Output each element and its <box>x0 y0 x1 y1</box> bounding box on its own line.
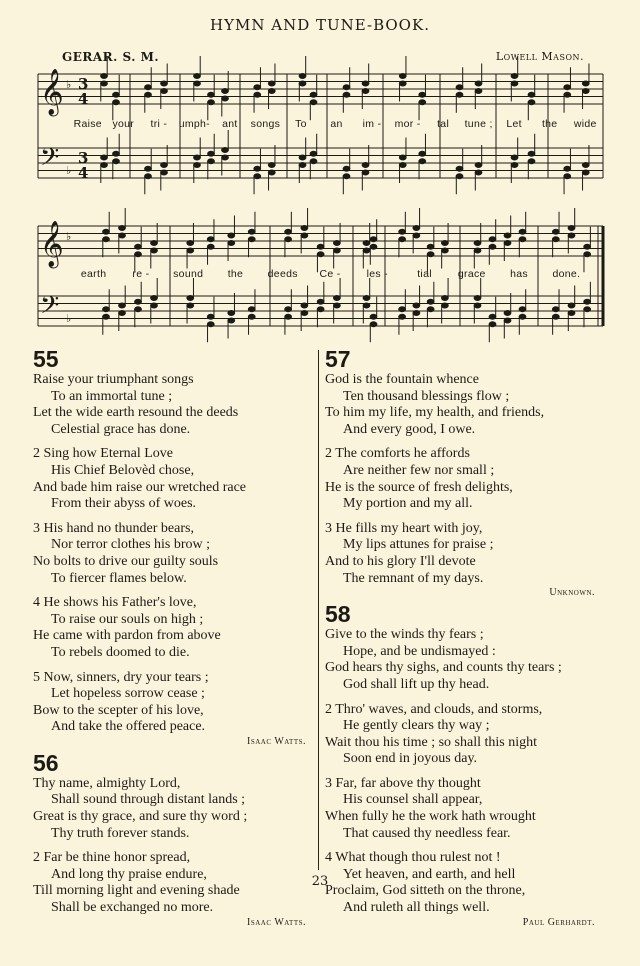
svg-text:4: 4 <box>78 90 89 108</box>
running-header: HYMN AND TUNE-BOOK. <box>210 16 430 34</box>
svg-text:♭: ♭ <box>66 230 72 243</box>
verse-line: And to his glory I'll devote <box>325 553 476 569</box>
verse-line: To an immortal tune ; <box>51 388 173 404</box>
verse-line: Great is thy grace, and sure thy word ; <box>33 809 248 825</box>
verse-line: And bade him raise our wretched race <box>33 479 247 495</box>
hymn-57-verse-1 <box>325 372 607 438</box>
verse-line: He is the source of fresh delights, <box>325 479 513 495</box>
verse-line: 3 He fills my heart with joy, <box>325 520 483 536</box>
lyric-syllable: To <box>295 118 307 130</box>
author-attribution: Paul Gerhardt. <box>522 916 595 928</box>
lyric-syllable: done. <box>552 268 581 280</box>
lyric-syllable: songs <box>250 118 281 130</box>
verse-line: 4 He shows his Father's love, <box>33 595 197 611</box>
svg-text:♭: ♭ <box>66 164 72 177</box>
verse-line: Thy truth forever stands. <box>51 825 190 841</box>
lyric-syllable: tial <box>417 268 432 280</box>
verse-line: Ten thousand blessings flow ; <box>343 388 510 404</box>
tune-name: GERAR. S. M. <box>62 50 160 64</box>
composer: Lowell Mason. <box>495 50 584 63</box>
verse-line: Proclaim, God sitteth on the throne, <box>325 883 526 899</box>
lyric-syllable: Raise <box>73 118 102 130</box>
verse-line: He came with pardon from above <box>33 628 221 644</box>
lyric-syllable: les - <box>366 268 388 280</box>
verse-line: Hope, and be undismayed : <box>343 643 496 659</box>
hymn-number: 58 <box>325 601 351 628</box>
verse-line: And take the offered peace. <box>51 719 206 735</box>
lyric-syllable: sound <box>173 268 204 280</box>
lyric-syllable: Ce - <box>319 268 341 280</box>
hymn-number: 57 <box>325 346 351 372</box>
verse-line: 3 His hand no thunder bears, <box>33 520 194 536</box>
right-column <box>325 344 607 929</box>
verse-line: And ruleth all things well. <box>343 900 490 916</box>
lyric-syllable: an <box>330 118 343 130</box>
author-attribution: Unknown. <box>549 587 595 599</box>
verse-line: When fully he the work hath wrought <box>325 809 536 825</box>
lyric-syllable: im - <box>362 118 382 130</box>
author-attribution: Isaac Watts. <box>247 735 306 747</box>
verse-line: Wait thou his time ; so shall this night <box>325 734 537 750</box>
lyric-syllable: mor - <box>394 118 421 130</box>
verse-line: Nor terror clothes his brow ; <box>51 537 211 553</box>
lyric-syllable: umph- <box>178 118 210 130</box>
verse-line: Bow to the scepter of his love, <box>33 702 204 718</box>
verse-line: To fiercer flames below. <box>51 570 187 586</box>
hymn-58-verse-3 <box>325 776 607 842</box>
verse-line: Till morning light and evening shade <box>33 883 240 899</box>
page-number: 23 <box>311 874 329 889</box>
lyric-syllable: earth <box>80 268 107 280</box>
hymn-55-verse-5 <box>33 670 318 736</box>
verse-line: Celestial grace has done. <box>51 421 191 437</box>
svg-text:𝄞: 𝄞 <box>40 69 64 115</box>
verse-line: And every good, I owe. <box>343 421 476 437</box>
svg-text:3: 3 <box>78 149 89 167</box>
verse-line: From their abyss of woes. <box>51 496 197 512</box>
verse-line: His counsel shall appear, <box>343 792 483 808</box>
verse-line: Yet heaven, and earth, and hell <box>343 866 516 882</box>
verse-line: Give to the winds thy fears ; <box>325 627 484 643</box>
music-score <box>0 0 640 345</box>
svg-text:𝄞: 𝄞 <box>40 221 64 267</box>
hymn-number: 56 <box>33 749 59 776</box>
verse-line: He gently clears thy way ; <box>343 718 490 734</box>
verse-line: 2 The comforts he affords <box>325 446 470 462</box>
hymn-55-verse-3 <box>33 521 318 587</box>
lyric-syllable: grace <box>457 268 486 280</box>
verse-line: And long thy praise endure, <box>51 866 207 882</box>
lyric-syllable: wide <box>573 118 597 130</box>
lyric-syllable: ant <box>222 118 238 130</box>
svg-text:♭: ♭ <box>66 78 72 91</box>
verse-line: God hears thy sighs, and counts thy tears ; <box>325 660 562 676</box>
verse-line: His Chief Belovèd chose, <box>51 462 195 478</box>
hymn-number: 55 <box>33 346 59 372</box>
verse-line: My portion and my all. <box>343 496 473 512</box>
verse-line: Thy name, almighty Lord, <box>33 775 181 791</box>
verse-line: God is the fountain whence <box>325 372 479 387</box>
verse-line: To raise our souls on high ; <box>51 611 204 627</box>
lyric-syllable: the <box>541 118 558 130</box>
hymn-57-verse-3 <box>325 521 607 587</box>
lyric-syllable: has <box>510 268 529 280</box>
verse-line: Raise your triumphant songs <box>33 372 194 387</box>
verse-line: God shall lift up thy head. <box>343 676 490 692</box>
lyric-syllable: your <box>112 118 135 130</box>
author-attribution: Isaac Watts. <box>247 916 306 928</box>
verse-line: To him my life, my health, and friends, <box>325 405 545 421</box>
verse-line: Are neither few nor small ; <box>343 462 495 478</box>
verse-line: The remnant of my days. <box>343 570 484 586</box>
verse-line: To rebels doomed to die. <box>51 644 190 660</box>
svg-text:3: 3 <box>78 75 89 93</box>
hymn-55-verse-4 <box>33 595 318 661</box>
verse-line: My lips attunes for praise ; <box>343 537 494 553</box>
verse-line: Let the wide earth resound the deeds <box>33 405 239 421</box>
verse-line: No bolts to drive our guilty souls <box>33 553 219 569</box>
lyric-syllable: re - <box>132 268 150 280</box>
left-column <box>33 344 318 929</box>
hymn-56-verse-1 <box>33 776 318 842</box>
verse-line: Shall sound through distant lands ; <box>51 792 246 808</box>
lyric-syllable: Let <box>506 118 522 130</box>
lyric-syllable: deeds <box>267 268 298 280</box>
verse-line: Soon end in joyous day. <box>343 751 478 767</box>
verse-line: 5 Now, sinners, dry your tears ; <box>33 669 209 685</box>
verse-line: Let hopeless sorrow cease ; <box>51 686 205 702</box>
lyric-syllable: the <box>227 268 244 280</box>
svg-text:𝄢: 𝄢 <box>40 143 60 178</box>
verse-line: That caused thy needless fear. <box>343 825 511 841</box>
svg-text:♭: ♭ <box>66 312 72 325</box>
column-divider <box>318 350 319 870</box>
hymn-55-verse-2 <box>33 446 318 512</box>
verse-line: 2 Thro' waves, and clouds, and storms, <box>325 701 543 717</box>
lyric-syllable: tal <box>437 118 450 130</box>
lyric-syllable: tune ; <box>464 118 493 130</box>
hymn-58-verse-1 <box>325 627 607 693</box>
hymn-55-verse-1 <box>33 372 318 438</box>
verse-line: Shall be exchanged no more. <box>51 900 214 916</box>
hymn-58-verse-2 <box>325 702 607 768</box>
hymn-57-verse-2 <box>325 446 607 512</box>
svg-text:4: 4 <box>78 164 89 182</box>
verse-line: 4 What though thou rulest not ! <box>325 850 501 866</box>
verse-line: 2 Sing how Eternal Love <box>33 446 173 462</box>
verse-line: 2 Far be thine honor spread, <box>33 850 191 866</box>
lyric-syllable: tri - <box>150 118 168 130</box>
svg-text:𝄢: 𝄢 <box>40 291 60 326</box>
verse-line: 3 Far, far above thy thought <box>325 775 481 791</box>
